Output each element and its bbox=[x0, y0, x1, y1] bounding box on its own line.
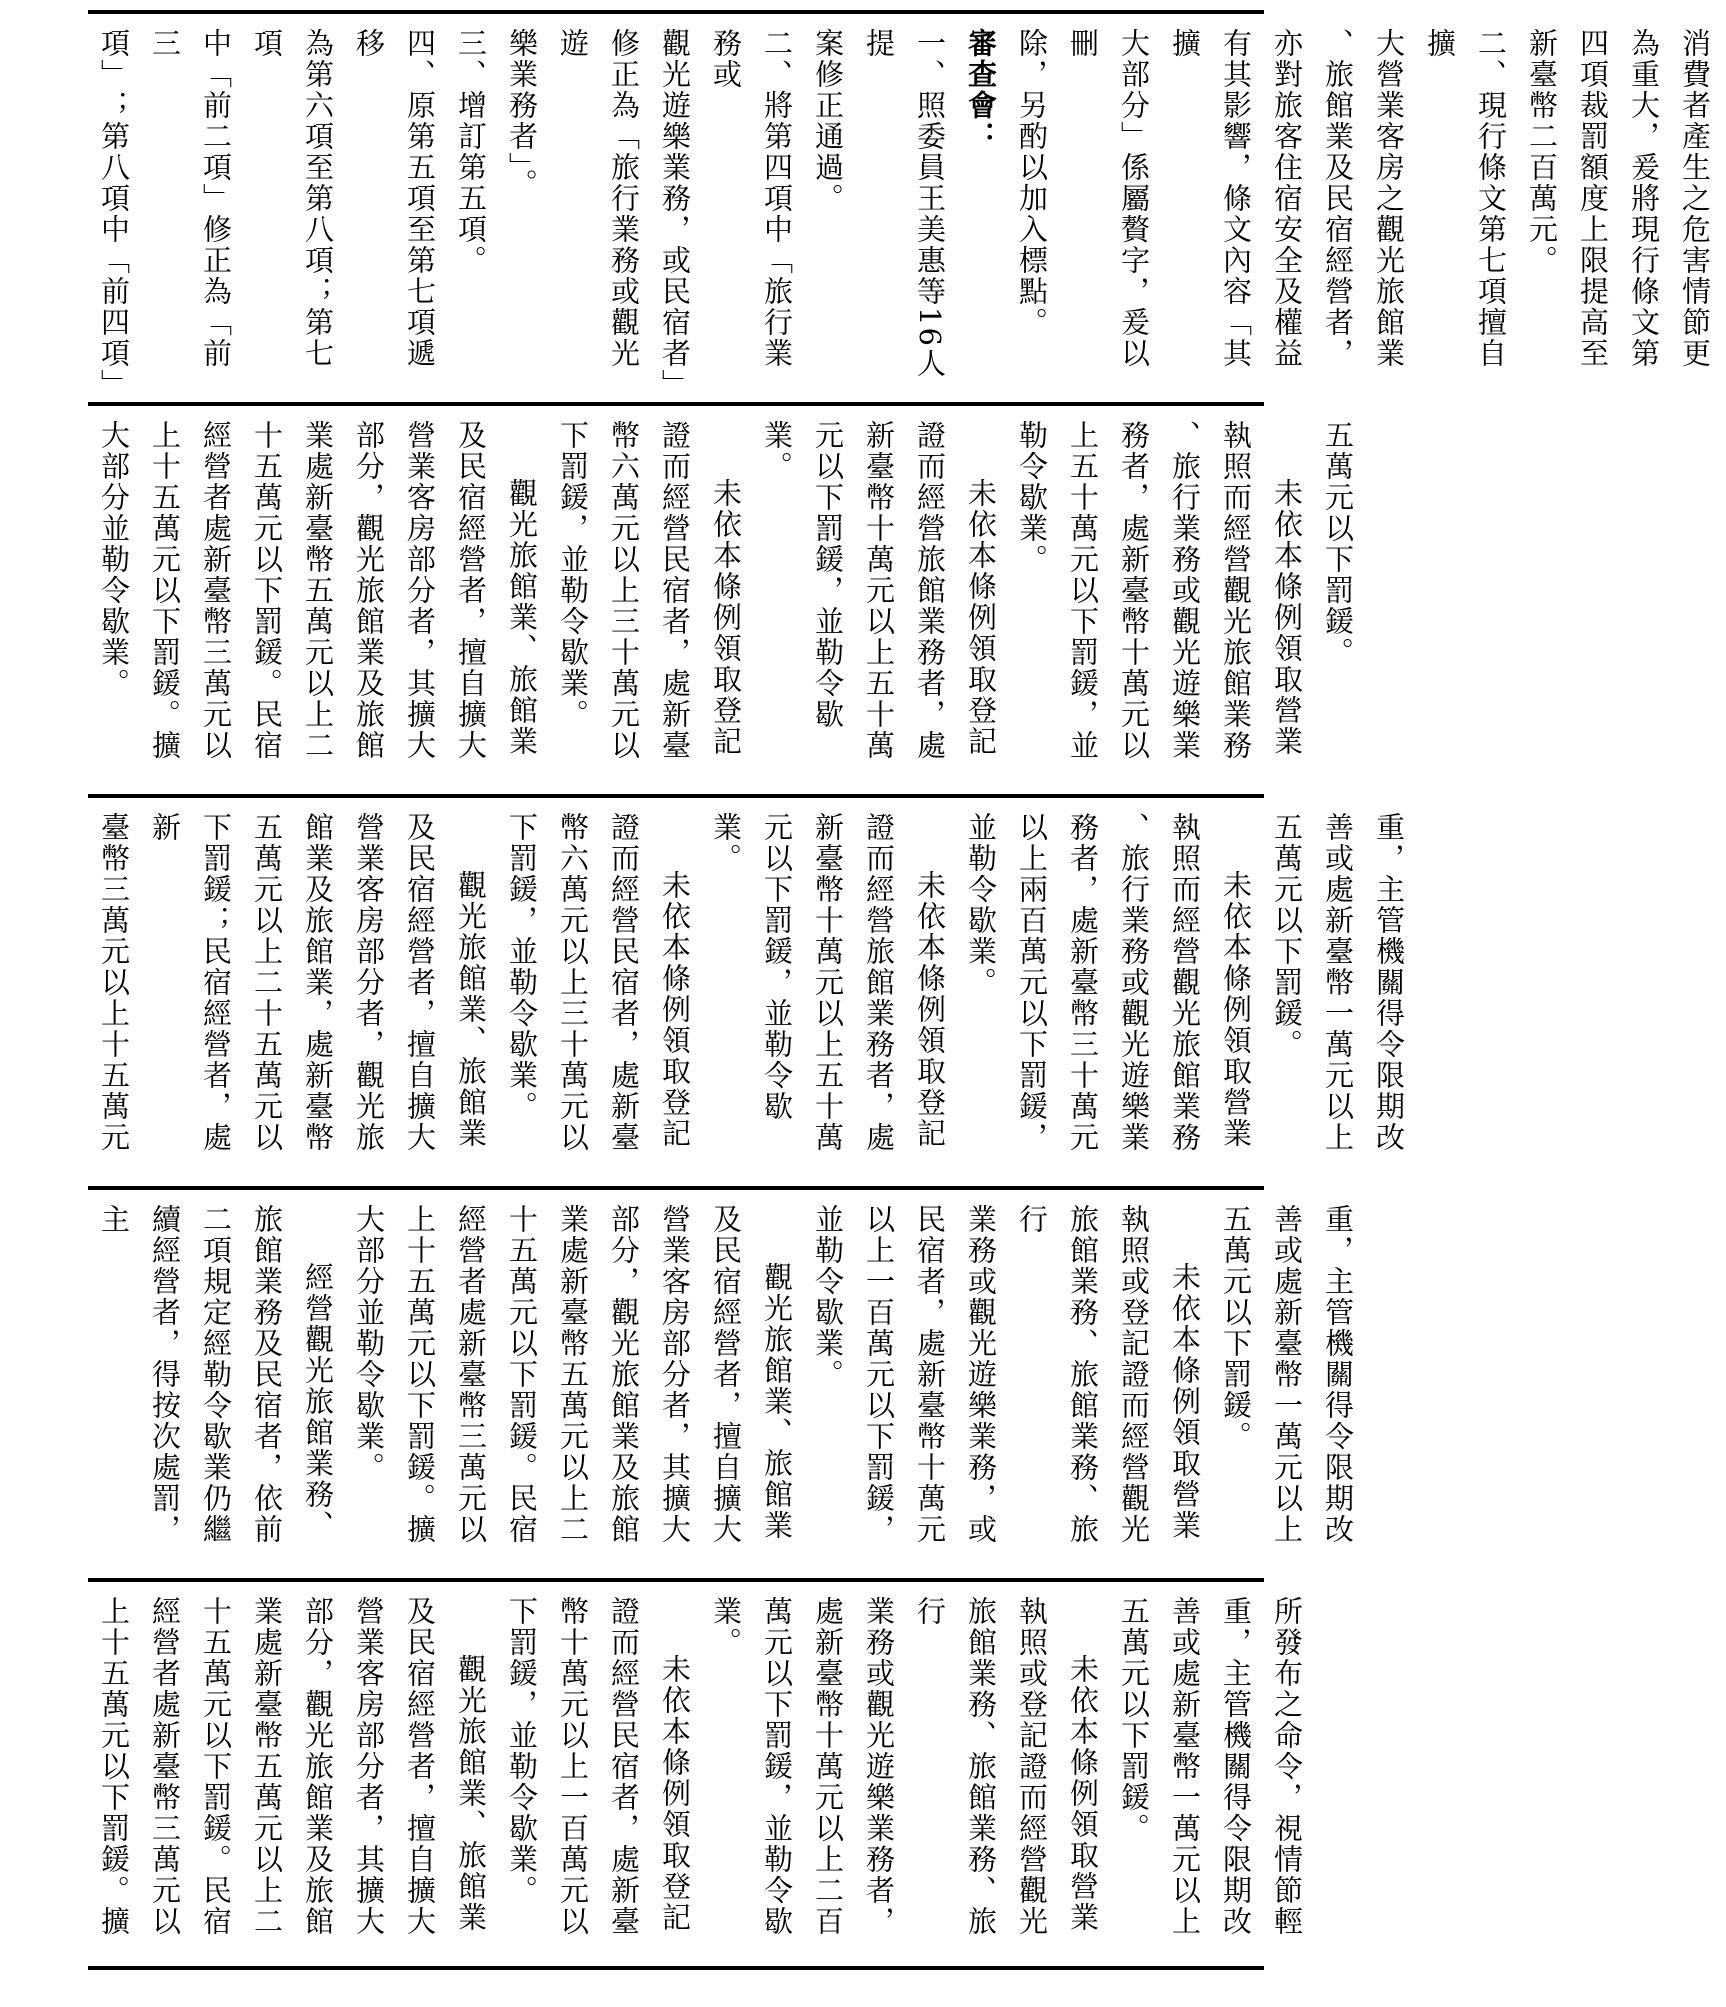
text-line: 四、原第五項至第七項遞移 bbox=[352, 28, 437, 369]
text-line: 消費者產生之危害情節更 bbox=[1678, 28, 1712, 369]
text-line: 業處新臺幣五萬元以上二 bbox=[556, 1204, 590, 1545]
text-line: 下罰鍰，並勒令歇業。 bbox=[505, 1596, 539, 1906]
text-line: 未依本條例領取登記 bbox=[658, 1654, 692, 1933]
text-line: 下罰鍰，並勒令歇業。 bbox=[505, 812, 539, 1122]
text-line: 未依本條例領取登記 bbox=[709, 478, 743, 757]
text-line: 證而經營民宿者，處新臺 bbox=[607, 1596, 641, 1937]
text-line: 項」；第八項中「前四項」 bbox=[97, 28, 131, 400]
text-line: 善或處新臺幣一萬元以上 bbox=[1321, 812, 1355, 1153]
text-band-2 bbox=[88, 410, 1355, 790]
text-line: 經營者處新臺幣三萬元以 bbox=[148, 1596, 182, 1937]
text-band-5 bbox=[88, 1586, 1304, 1966]
text-line: 善或處新臺幣一萬元以上 bbox=[1270, 1204, 1304, 1545]
text-line: 五萬元以下罰鍰。 bbox=[1219, 1204, 1253, 1452]
rule-1 bbox=[88, 402, 1264, 406]
text-line: 及民宿經營者，擅自擴大 bbox=[454, 420, 488, 761]
vertical-text-block bbox=[88, 1586, 1318, 1956]
text-line: 二、將第四項中「旅行業務或 bbox=[709, 28, 794, 369]
text-line: 證而經營旅館業務者，處 bbox=[913, 420, 947, 761]
text-line: 亦對旅客住宿安全及權益 bbox=[1270, 28, 1304, 369]
text-line: 觀光旅館業、旅館業 bbox=[505, 478, 539, 757]
text-line: 下罰鍰，並勒令歇業。 bbox=[556, 420, 590, 730]
text-line: 未依本條例領取營業 bbox=[1270, 478, 1304, 757]
text-band-3 bbox=[88, 802, 1406, 1182]
text-line: 二、現行條文第七項擅自擴 bbox=[1423, 28, 1508, 369]
text-line: 萬元以下罰鍰，並勒令歇 bbox=[760, 1596, 794, 1937]
text-line: 證而經營民宿者，處新臺 bbox=[607, 812, 641, 1153]
text-line: 上十五萬元以下罰鍰。擴 bbox=[148, 420, 182, 761]
text-line: 務者，處新臺幣十萬元以 bbox=[1117, 420, 1151, 761]
vertical-text-block bbox=[88, 410, 1369, 780]
text-line: 新臺幣十萬元以上五十萬 bbox=[811, 812, 845, 1153]
text-line: 執照而經營觀光旅館業務 bbox=[1219, 420, 1253, 761]
text-line: 審查會： bbox=[964, 28, 998, 152]
text-line: 業處新臺幣五萬元以上二 bbox=[301, 420, 335, 761]
text-line: 及民宿經營者，擅自擴大 bbox=[709, 1204, 743, 1545]
text-line: 未依本條例領取營業 bbox=[1168, 1262, 1202, 1541]
text-line: 上十五萬元以下罰鍰。擴 bbox=[403, 1204, 437, 1545]
top-rule bbox=[88, 10, 1264, 14]
rule-3 bbox=[88, 1186, 1264, 1190]
text-line: 民宿者，處新臺幣十萬元 bbox=[913, 1204, 947, 1545]
text-line: 二項規定經勒令歇業仍繼 bbox=[199, 1204, 233, 1545]
text-line: 觀光遊樂業務，或民宿者」 bbox=[658, 28, 692, 400]
text-line: 大營業客房之觀光旅館業 bbox=[1372, 28, 1406, 369]
text-line: 五萬元以下罰鍰。 bbox=[1321, 420, 1355, 668]
text-line: 營業客房部分者，其擴大 bbox=[658, 1204, 692, 1545]
vertical-text-block bbox=[88, 18, 1726, 400]
text-line: 大部分並勒令歇業。 bbox=[97, 420, 131, 699]
text-line: 一、照委員王美惠等16人提 bbox=[862, 28, 947, 379]
text-line: 為第六項至第八項；第七項 bbox=[250, 28, 335, 369]
text-line: 未依本條例領取登記 bbox=[913, 870, 947, 1149]
text-line: 業。 bbox=[709, 1596, 743, 1658]
text-line: 觀光旅館業、旅館業 bbox=[760, 1262, 794, 1541]
text-line: 樂業務者」。 bbox=[505, 28, 539, 200]
text-line: 及民宿經營者，擅自擴大 bbox=[403, 1596, 437, 1937]
text-line: 業處新臺幣五萬元以上二 bbox=[250, 1596, 284, 1937]
text-line: 處新臺幣十萬元以上二百 bbox=[811, 1596, 845, 1937]
text-line: 以上兩百萬元以下罰鍰， bbox=[1015, 812, 1049, 1153]
text-line: 重，主管機關得令限期改 bbox=[1219, 1596, 1253, 1937]
rule-2 bbox=[88, 794, 1264, 798]
text-line: 執照或登記證而經營觀光 bbox=[1015, 1596, 1049, 1937]
text-line: 重，主管機關得令限期改 bbox=[1321, 1204, 1355, 1545]
text-line: 三、增訂第五項。 bbox=[454, 28, 488, 276]
text-line: 案修正通過。 bbox=[811, 28, 845, 214]
text-line: 新臺幣二百萬元。 bbox=[1525, 28, 1559, 276]
text-line: 營業客房部分者，其擴大 bbox=[403, 420, 437, 761]
text-line: 未依本條例領取登記 bbox=[658, 870, 692, 1149]
text-line: 觀光旅館業、旅館業 bbox=[454, 1654, 488, 1933]
text-line: 經營觀光旅館業務、 bbox=[301, 1262, 335, 1541]
text-line: 未依本條例領取營業 bbox=[1066, 1654, 1100, 1933]
text-line: 業務或觀光遊樂業務者， bbox=[862, 1596, 896, 1937]
text-line: 旅館業務及民宿者，依前 bbox=[250, 1204, 284, 1545]
text-line: 執照或登記證而經營觀光 bbox=[1117, 1204, 1151, 1545]
text-line: 有其影響，條文內容「其擴 bbox=[1168, 28, 1253, 369]
text-line: 未依本條例領取營業 bbox=[1219, 870, 1253, 1149]
text-line: 新臺幣十萬元以上五十萬 bbox=[862, 420, 896, 761]
text-line: 營業客房部分者，其擴大 bbox=[352, 1596, 386, 1937]
text-line: 所發布之命令，視情節輕 bbox=[1270, 1596, 1304, 1937]
text-line: 幣六萬元以上三十萬元以 bbox=[607, 420, 641, 761]
text-line: 續經營者，得按次處罰，主 bbox=[97, 1204, 182, 1545]
text-line: 證而經營民宿者，處新臺 bbox=[658, 420, 692, 761]
vertical-text-block bbox=[88, 1194, 1369, 1564]
text-line: 並勒令歇業。 bbox=[964, 812, 998, 998]
text-line: 證而經營旅館業務者，處 bbox=[862, 812, 896, 1153]
text-line: 幣六萬元以上三十萬元以 bbox=[556, 812, 590, 1153]
text-line: 部分，觀光旅館業及旅館 bbox=[301, 1596, 335, 1937]
text-line: 元以下罰鍰，並勒令歇業。 bbox=[760, 420, 845, 730]
text-line: 觀光旅館業、旅館業 bbox=[454, 870, 488, 1149]
text-line: 四項裁罰額度上限提高至 bbox=[1576, 28, 1610, 369]
text-line: 大部分」係屬贅字，爰以刪 bbox=[1066, 28, 1151, 369]
text-line: 幣十萬元以上一百萬元以 bbox=[556, 1596, 590, 1937]
text-line: 旅館業務、旅館業務、旅行 bbox=[913, 1596, 998, 1937]
text-line: 上十五萬元以下罰鍰。擴 bbox=[97, 1596, 131, 1937]
text-band-1 bbox=[88, 18, 1712, 400]
text-line: 經營者處新臺幣三萬元以 bbox=[454, 1204, 488, 1545]
text-line: 經營者處新臺幣三萬元以 bbox=[199, 420, 233, 761]
text-line: 除，另酌以加入標點。 bbox=[1015, 28, 1049, 338]
text-line: 務者，處新臺幣三十萬元 bbox=[1066, 812, 1100, 1153]
text-line: 以上一百萬元以下罰鍰， bbox=[862, 1204, 896, 1545]
text-line: 元以下罰鍰，並勒令歇業。 bbox=[709, 812, 794, 1122]
text-line: 旅館業務、旅館業務、旅行 bbox=[1015, 1204, 1100, 1545]
text-line: 勒令歇業。 bbox=[1015, 420, 1049, 575]
text-line: 臺幣三萬元以上十五萬元 bbox=[97, 812, 131, 1153]
text-line: 、旅館業及民宿經營者， bbox=[1321, 28, 1355, 369]
text-line: 下罰鍰；民宿經營者，處新 bbox=[148, 812, 233, 1153]
text-line: 十五萬元以下罰鍰。民宿 bbox=[250, 420, 284, 761]
text-line: 未依本條例領取登記 bbox=[964, 478, 998, 757]
text-line: 五萬元以上二十五萬元以 bbox=[250, 812, 284, 1153]
text-line: 五萬元以下罰鍰。 bbox=[1117, 1596, 1151, 1844]
text-line: 及民宿經營者，擅自擴大 bbox=[403, 812, 437, 1153]
text-line: 五萬元以下罰鍰。 bbox=[1270, 812, 1304, 1060]
text-line: 部分，觀光旅館業及旅館 bbox=[352, 420, 386, 761]
text-line: 部分，觀光旅館業及旅館 bbox=[607, 1204, 641, 1545]
text-band-4 bbox=[88, 1194, 1355, 1574]
text-line: 館業及旅館業，處新臺幣 bbox=[301, 812, 335, 1153]
rule-4 bbox=[88, 1578, 1264, 1582]
text-line: 十五萬元以下罰鍰。民宿 bbox=[505, 1204, 539, 1545]
text-line: 善或處新臺幣一萬元以上 bbox=[1168, 1596, 1202, 1937]
vertical-text-block bbox=[88, 802, 1420, 1172]
text-line: 為重大，爰將現行條文第 bbox=[1627, 28, 1661, 369]
text-line: 並勒令歇業。 bbox=[811, 1204, 845, 1390]
text-line: 業務或觀光遊樂業務，或 bbox=[964, 1204, 998, 1545]
text-line: 上五十萬元以下罰鍰，並 bbox=[1066, 420, 1100, 761]
text-line: 中「前二項」修正為「前三 bbox=[148, 28, 233, 369]
text-line: 、旅行業務或觀光遊樂業 bbox=[1168, 420, 1202, 761]
text-line: 大部分並勒令歇業。 bbox=[352, 1204, 386, 1483]
text-line: 執照而經營觀光旅館業務 bbox=[1168, 812, 1202, 1153]
text-line: 十五萬元以下罰鍰。民宿 bbox=[199, 1596, 233, 1937]
text-line: 、旅行業務或觀光遊樂業 bbox=[1117, 812, 1151, 1153]
text-line: 營業客房部分者，觀光旅 bbox=[352, 812, 386, 1153]
text-line: 修正為「旅行業務或觀光遊 bbox=[556, 28, 641, 369]
bottom-rule bbox=[88, 1966, 1264, 1970]
text-line: 重，主管機關得令限期改 bbox=[1372, 812, 1406, 1153]
